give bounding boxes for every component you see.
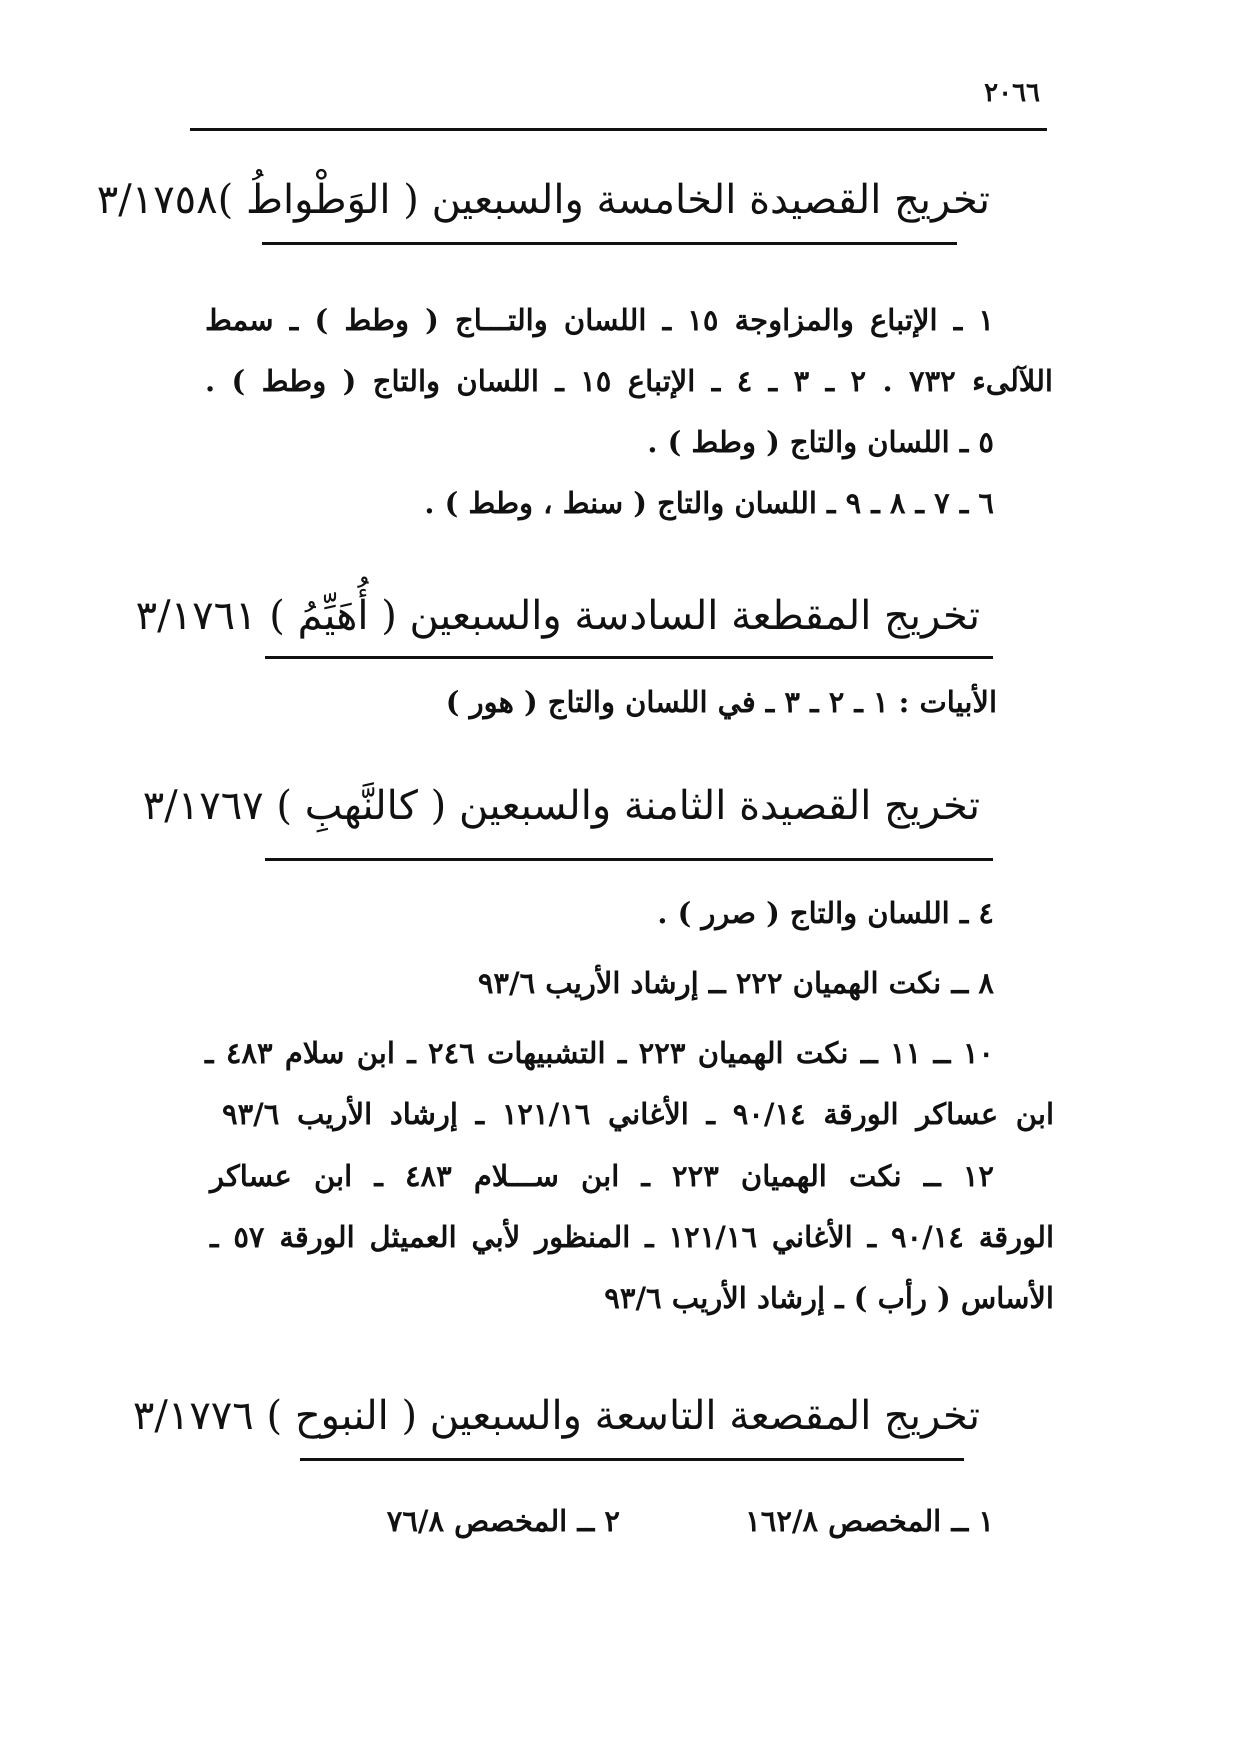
- section-heading-rule: [265, 656, 993, 659]
- text-line: ٥ ـ اللسان والتاج ( وطط ) .: [647, 425, 994, 459]
- text-line: ٤ ـ اللسان والتاج ( صرر ) .: [657, 896, 994, 930]
- text-line: ١ ــ المخصص ١٦٢/٨: [745, 1504, 994, 1538]
- text-line: ١ ـ الإتباع والمزاوجة ١٥ ـ اللسان والتـــاج ( وطط ) ـ سمط: [205, 303, 994, 337]
- text-line: اللآلىء ٧٣٢ . ٢ ـ ٣ ـ ٤ ـ الإتباع ١٥ ـ اللسان والتاج ( وطط ) .: [205, 364, 1053, 398]
- section-heading: تخريج المقصعة التاسعة والسبعين ( النبوح ) ٣/١٧٧٦: [132, 1393, 980, 1439]
- section-heading-rule: [300, 1458, 964, 1461]
- text-line: ٨ ــ نكت الهميان ٢٢٢ ــ إرشاد الأريب ٩٣/٦: [477, 966, 994, 1000]
- header-rule: [190, 128, 1047, 131]
- section-heading-rule: [262, 242, 957, 245]
- text-line: ١٢ ــ نكت الهميان ٢٢٣ ـ ابن ســـلام ٤٨٣ ـ ابن عساكر: [210, 1159, 994, 1193]
- page-number: ٢٠٦٦: [984, 78, 1040, 108]
- section-heading-rule: [265, 858, 993, 861]
- text-line: ٢ ــ المخصص ٧٦/٨: [386, 1504, 620, 1538]
- text-line: ١٠ ــ ١١ ــ نكت الهميان ٢٢٣ ـ التشبيهات ٢٤٦ ـ ابن سلام ٤٨٣ ـ: [205, 1036, 994, 1070]
- text-line: الأبيات : ١ ـ ٢ ـ ٣ ـ في اللسان والتاج ( هور ): [445, 685, 997, 719]
- text-line: ابن عساكر الورقة ٩٠/١٤ ـ الأغاني ١٢١/١٦ ـ إرشاد الأريب ٩٣/٦: [222, 1097, 1055, 1131]
- section-heading: تخريج القصيدة الثامنة والسبعين ( كالنَّهبِ ) ٣/١٧٦٧: [142, 783, 980, 829]
- section-heading: تخريج المقطعة السادسة والسبعين ( أُهَيِّمُ ) ٣/١٧٦١: [135, 593, 980, 639]
- text-line: الأساس ( رأب ) ـ إرشاد الأريب ٩٣/٦: [604, 1281, 1054, 1315]
- section-heading: تخريج القصيدة الخامسة والسبعين ( الوَطْواطُ )٣/١٧٥٨: [96, 177, 990, 223]
- text-line: الورقة ٩٠/١٤ ـ الأغاني ١٢١/١٦ ـ المنظور لأبي العميثل الورقة ٥٧ ـ: [210, 1220, 1055, 1254]
- text-line: ٦ ـ ٧ ـ ٨ ـ ٩ ـ اللسان والتاج ( سنط ، وطط ) .: [424, 486, 994, 520]
